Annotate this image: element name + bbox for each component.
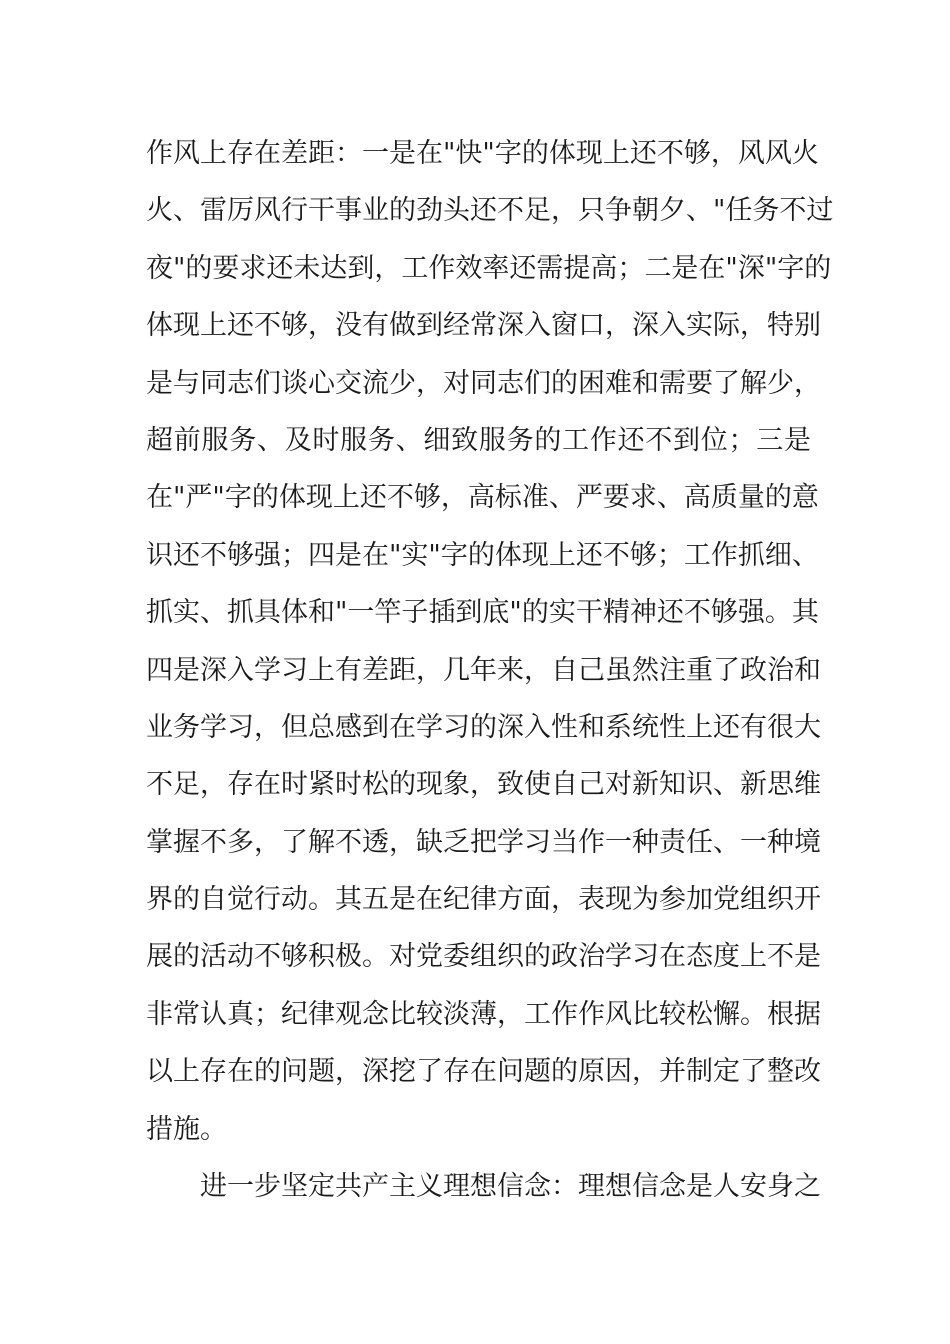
text-line: 识还不够强；四是在"实"字的体现上还不够；工作抓细、 [146,539,819,571]
text-line: 以上存在的问题，深挖了存在问题的原因，并制定了整改 [146,1056,821,1088]
text-line: 掌握不多，了解不透，缺乏把学习当作一种责任、一种境 [146,826,821,858]
body-text [146,125,834,1215]
text-line: 业务学习，但总感到在学习的深入性和系统性上还有很大 [146,711,821,743]
text-line: 作风上存在差距：一是在"快"字的体现上还不够，风风火 [146,138,819,169]
text-line: 界的自觉行动。其五是在纪律方面，表现为参加党组织开 [146,884,821,916]
paragraph-start-line: 进一步坚定共产主义理想信念：理想信念是人安身之 [200,1171,821,1203]
text-line: 火、雷厉风行干事业的劲头还不足，只争朝夕、"任务不过 [146,195,834,227]
text-line: 展的活动不够积极。对党委组织的政治学习在态度上不是 [146,941,821,973]
text-line: 非常认真；纪律观念比较淡薄，工作作风比较松懈。根据 [146,998,821,1030]
text-line: 四是深入学习上有差距，几年来，自己虽然注重了政治和 [146,654,821,686]
text-line: 超前服务、及时服务、细致服务的工作还不到位；三是 [146,424,811,456]
text-line: 是与同志们谈心交流少，对同志们的困难和需要了解少， [146,367,821,399]
text-line: 夜"的要求还未达到，工作效率还需提高；二是在"深"字的 [146,252,832,284]
text-line: 抓实、抓具体和"一竿子插到底"的实干精神还不够强。其 [146,597,819,629]
paragraph-end-line: 措施。 [146,1113,227,1145]
text-line: 不足，存在时紧时松的现象，致使自己对新知识、新思维 [146,769,821,801]
text-line: 在"严"字的体现上还不够，高标准、严要求、高质量的意 [146,482,819,514]
text-line: 体现上还不够，没有做到经常深入窗口，深入实际，特别 [146,310,821,342]
